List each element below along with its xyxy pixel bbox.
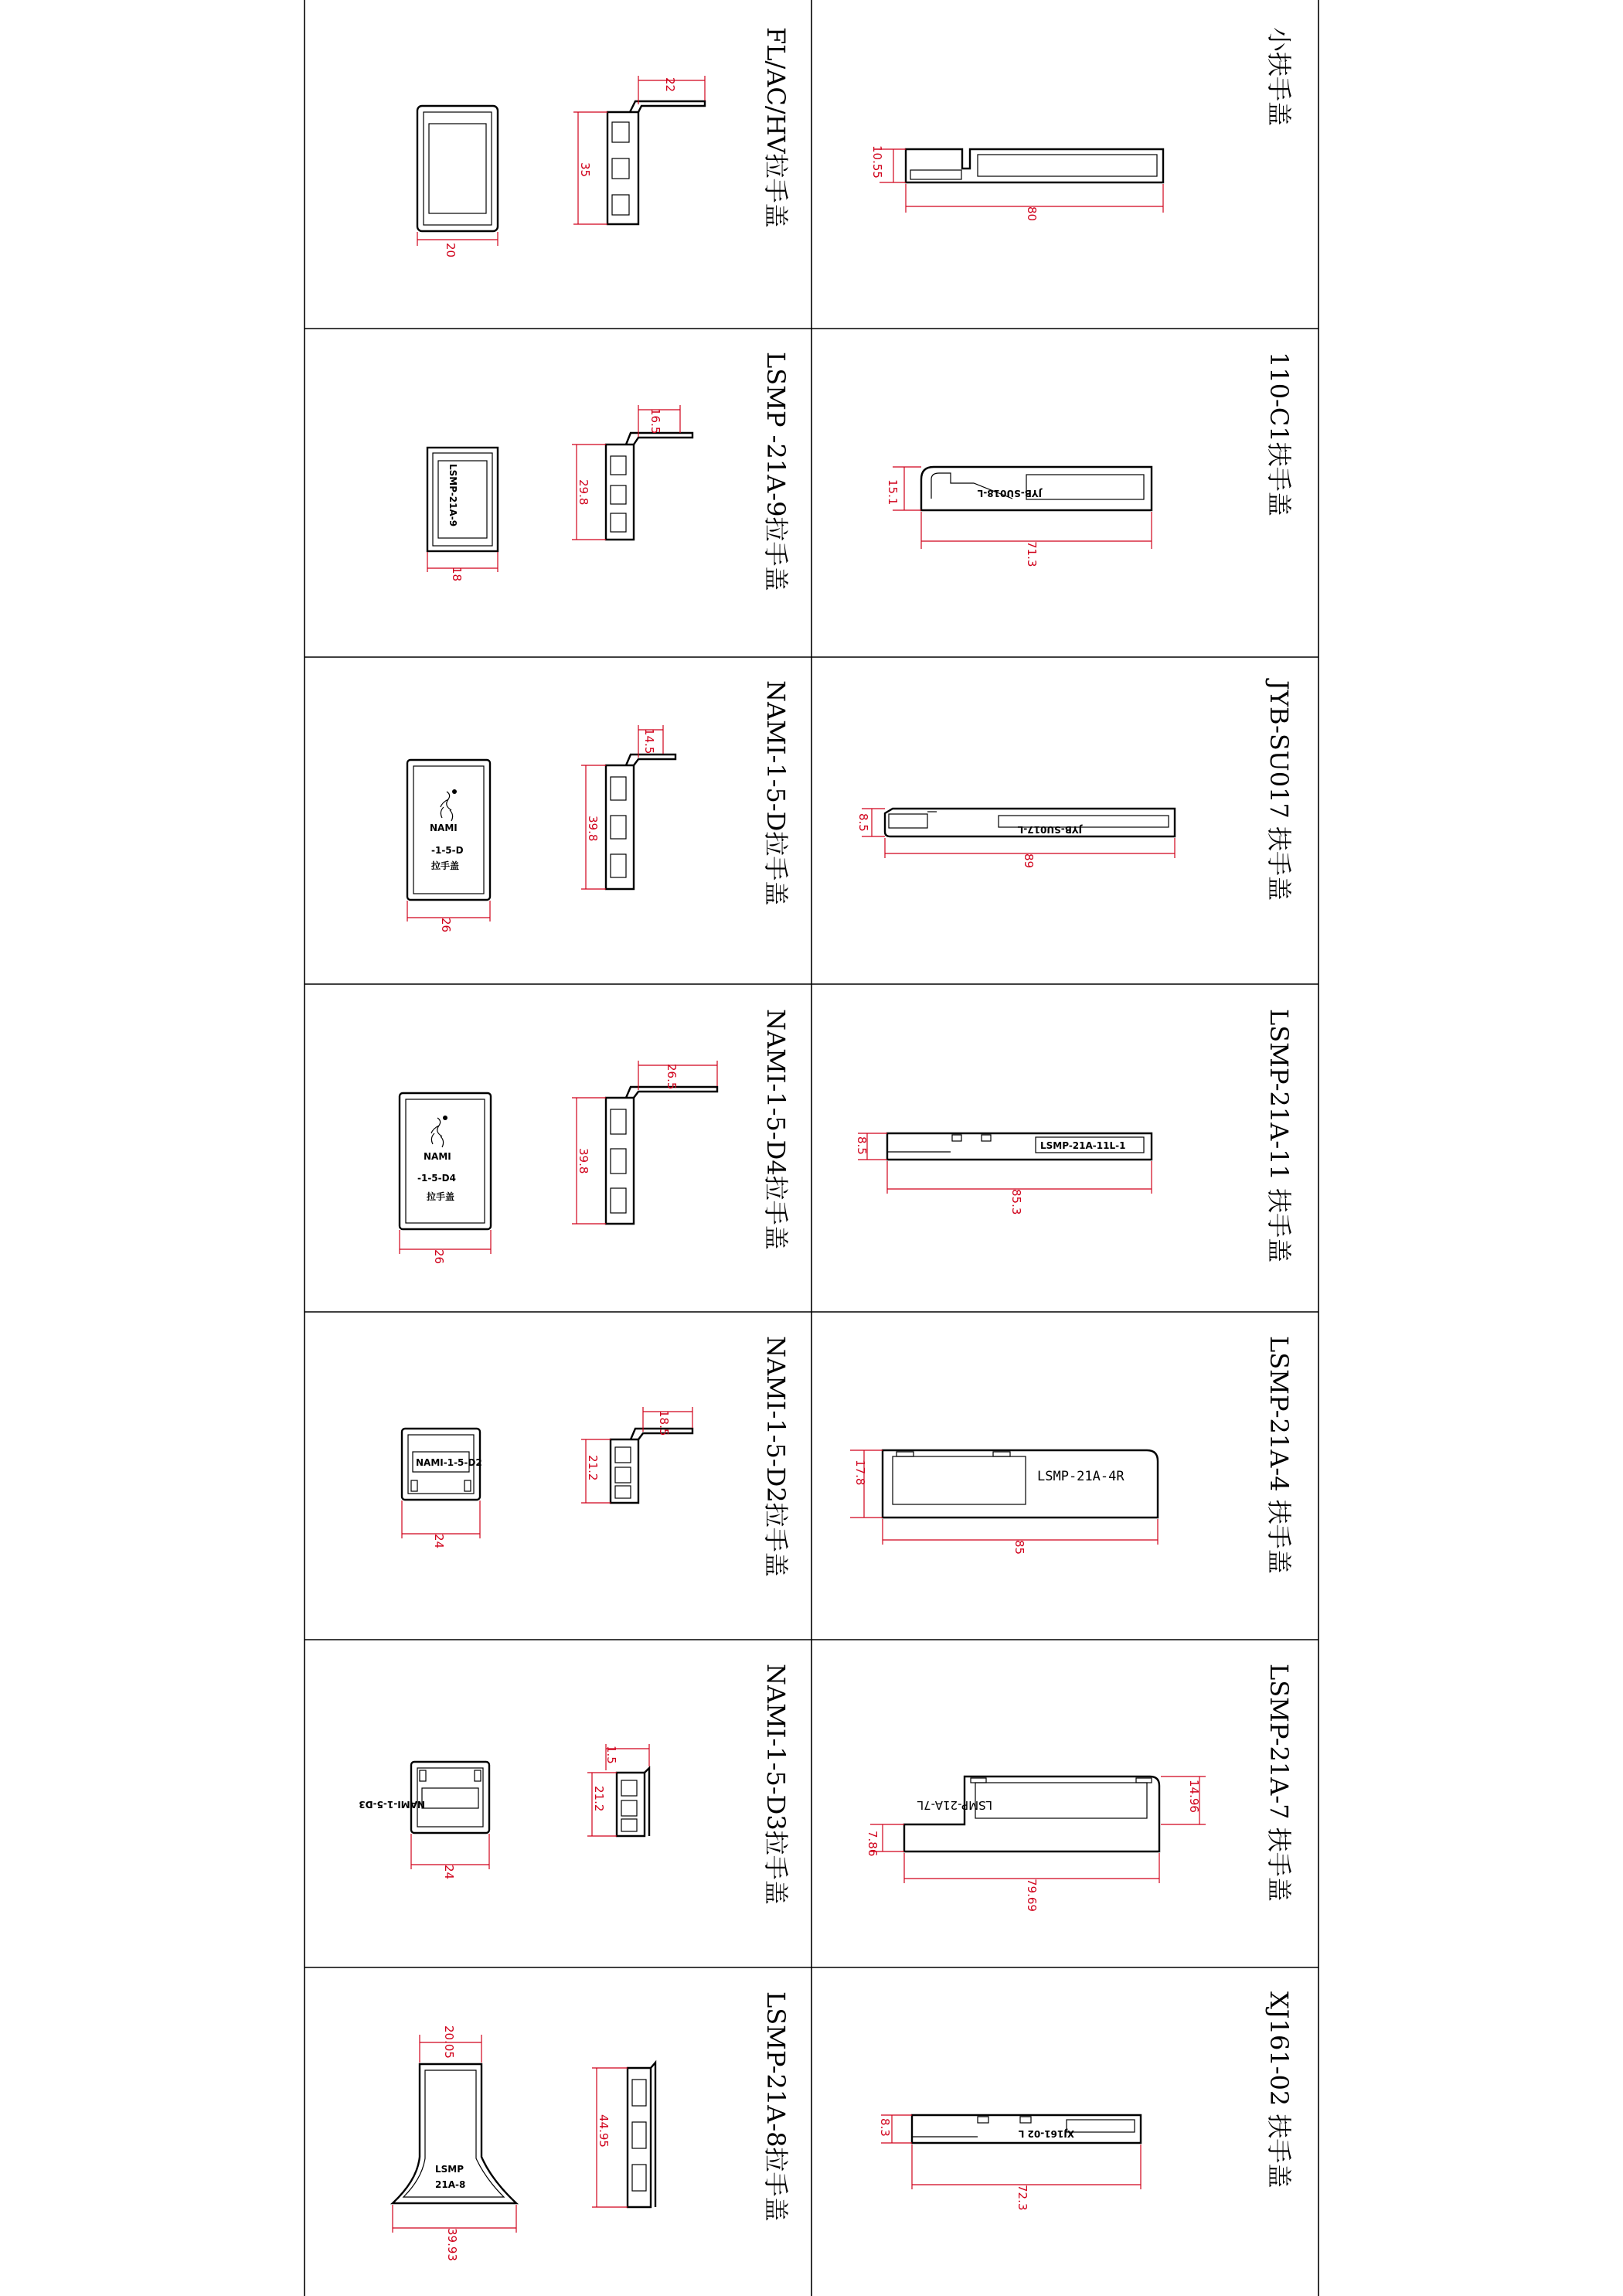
right-cell-2: [886, 352, 1294, 567]
part-title: LSMP -21A-9拉手盖: [761, 352, 791, 591]
right-cell-6: [866, 1664, 1294, 1912]
part-label: JYB-SU018-L: [977, 488, 1042, 499]
dim-label: 26: [439, 918, 453, 933]
part-title: FL/AC/HV拉手盖: [761, 27, 791, 228]
right-cell-5: [850, 1336, 1294, 1574]
dim-label: 22: [663, 77, 677, 93]
front-label: 21A-8: [435, 2179, 466, 2190]
dim-label: 71.3: [1025, 541, 1039, 567]
front-label: NAMI-1-5-D3: [359, 1799, 425, 1810]
part-title: 小扶手盖: [1264, 27, 1294, 127]
dim-label: 39.8: [577, 1148, 590, 1174]
part-title: LSMP-21A-8拉手盖: [761, 1991, 791, 2222]
left-cell-1: [417, 27, 791, 257]
front-label: LSMP: [435, 2164, 464, 2175]
front-view: [402, 1429, 482, 1548]
side-view: [587, 1744, 649, 1836]
left-cell-2: [427, 352, 791, 591]
dim-label: 39.8: [586, 816, 600, 842]
left-cell-5: [402, 1336, 791, 1577]
nami-logo: [431, 1116, 447, 1147]
dim-label: 35: [578, 162, 592, 178]
front-view: [393, 2025, 516, 2261]
dim-label: 85: [1012, 1540, 1026, 1555]
right-cell-3: [856, 678, 1294, 901]
side-view: [581, 1407, 692, 1503]
dim-label: 80: [1025, 206, 1039, 222]
front-view: [417, 106, 498, 257]
part-title: LSMP-21A-4 扶手盖: [1264, 1336, 1294, 1574]
dim-label: 21.2: [586, 1455, 600, 1481]
part-drawing: [878, 2115, 1141, 2210]
part-title: XJ161-02 扶手盖: [1264, 1991, 1294, 2189]
left-cell-3: [407, 680, 791, 932]
front-label: NAMI-1-5-D2: [416, 1457, 482, 1468]
logo-text: NAMI: [424, 1151, 451, 1162]
front-label: 拉手盖: [427, 1191, 455, 1202]
dim-label: 39.93: [445, 2228, 459, 2261]
dim-label: 20.05: [442, 2025, 456, 2059]
part-drawing: [855, 1133, 1152, 1214]
dim-label: 18.5: [657, 1410, 671, 1436]
dim-label: 17.8: [853, 1460, 867, 1486]
part-label: XJ161-02 L: [1018, 2128, 1074, 2139]
side-view: [592, 2063, 655, 2207]
part-label: LSMP-21A-7L: [917, 1798, 992, 1812]
right-cell-1: [870, 27, 1294, 221]
part-drawing: [850, 1450, 1158, 1555]
part-drawing: [886, 467, 1152, 567]
dim-label: 1.5: [604, 1746, 618, 1764]
part-drawing: [866, 1777, 1206, 1912]
left-cell-4: [400, 1009, 791, 1264]
dim-label: 26: [432, 1249, 446, 1265]
part-label: JYB-SU017-L: [1017, 824, 1082, 835]
front-view: [427, 448, 498, 581]
dim-label: 18: [450, 567, 464, 582]
part-title: NAMI-1-5-D2拉手盖: [761, 1336, 791, 1577]
side-view: [572, 1061, 717, 1224]
dim-label: 44.95: [597, 2114, 611, 2148]
side-view: [581, 725, 675, 889]
left-cell-6: [359, 1664, 791, 1905]
dim-label: 72.3: [1016, 2185, 1029, 2211]
front-label: 拉手盖: [431, 860, 460, 871]
part-label: LSMP-21A-4R: [1037, 1469, 1125, 1484]
front-view: [359, 1762, 489, 1879]
part-title: LSMP-21A-7 扶手盖: [1264, 1664, 1294, 1902]
front-view: [400, 1093, 491, 1264]
right-cell-7: [878, 1991, 1294, 2210]
right-cell-4: [855, 1009, 1294, 1262]
front-label: -1-5-D: [431, 845, 464, 856]
dim-label: 85.3: [1009, 1189, 1023, 1215]
dim-label: 8.3: [878, 2118, 892, 2137]
logo-text: NAMI: [430, 823, 458, 833]
dim-label: 21.2: [592, 1786, 606, 1812]
dim-label: 15.1: [886, 479, 900, 506]
sheet-grid: [305, 0, 1318, 2296]
part-label: LSMP-21A-11L-1: [1040, 1140, 1126, 1151]
dim-label: 14.5: [642, 728, 656, 755]
part-title: NAMI-1-5-D拉手盖: [761, 680, 791, 906]
front-view: [407, 760, 490, 932]
dim-label: 8.5: [855, 1136, 869, 1155]
dim-label: 7.86: [866, 1831, 880, 1857]
dim-label: 79.69: [1025, 1879, 1039, 1912]
dim-label: 8.5: [856, 813, 870, 832]
part-title: JYB-SU017 扶手盖: [1264, 680, 1294, 901]
part-title: LSMP-21A-11 扶手盖: [1264, 1009, 1294, 1263]
dim-label: 14.96: [1187, 1780, 1201, 1813]
dim-label: 89: [1022, 853, 1036, 869]
dim-label: 20: [444, 243, 458, 258]
dim-label: 16.5: [648, 408, 662, 434]
part-title: NAMI-1-5-D3拉手盖: [761, 1664, 791, 1905]
part-title: 110-C1扶手盖: [1264, 352, 1294, 516]
left-cell-7: [393, 1991, 791, 2261]
dim-label: 26.5: [665, 1064, 679, 1090]
front-label: LSMP-21A-9: [447, 464, 458, 527]
part-drawing: [856, 809, 1175, 868]
part-drawing: [870, 145, 1163, 221]
dim-label: 24: [442, 1865, 456, 1880]
dim-label: 24: [432, 1534, 446, 1549]
dim-label: 10.55: [870, 145, 884, 179]
side-view: [572, 405, 692, 540]
front-label: -1-5-D4: [417, 1173, 456, 1184]
side-view: [573, 76, 705, 224]
dim-label: 29.8: [577, 479, 590, 506]
part-title: NAMI-1-5-D4拉手盖: [761, 1009, 791, 1250]
nami-logo: [441, 789, 457, 821]
